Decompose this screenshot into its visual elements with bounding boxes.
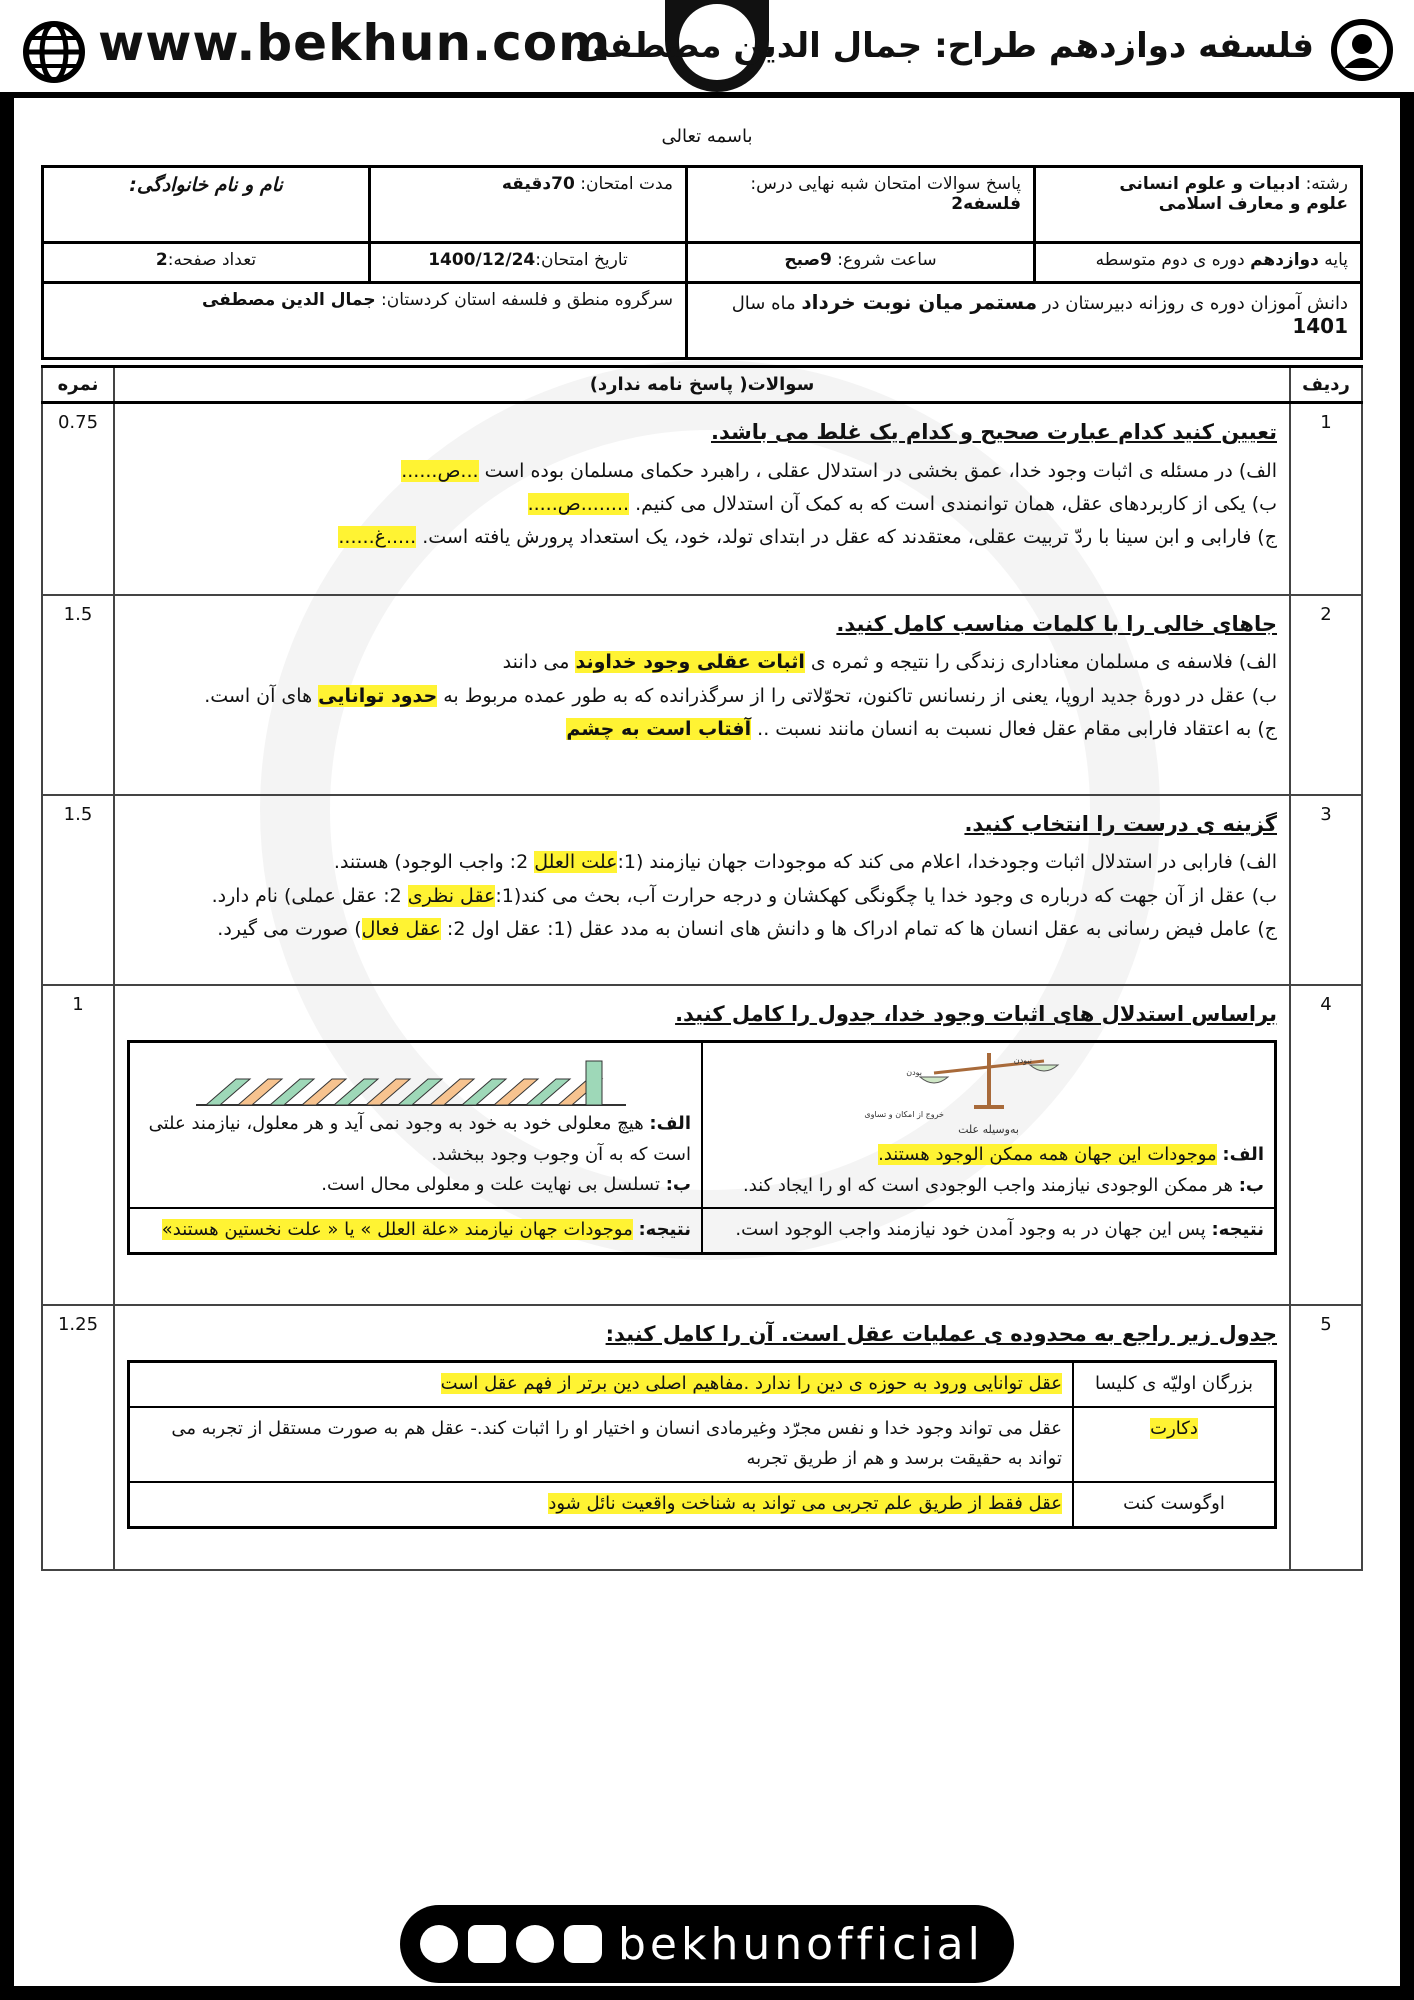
answer-cell: عقل فقط از طریق علم تجربی می تواند به شناخت واقعیت نائل شود [129,1482,1074,1527]
students-cell: دانش آموزان دوره ی روزانه دبیرستان در مستمر میان نوبت خرداد ماه سال 1401 [687,283,1362,359]
table-row [129,1362,1276,1407]
argument-left: الف: هیچ معلولی خود به خود به وجود نمی آید و هر معلول، نیازمند علتی است که به آن وجوب وجود ببخشد. ب: تسلسل بی نهایت علت و معلولی محال است. [129,1042,703,1208]
start-cell: ساعت شروع: 9صبح [687,243,1035,283]
telegram-icon[interactable] [516,1925,554,1963]
date-cell: تاریخ امتحان:1400/12/24 [370,243,687,283]
person-cell: اوگوست کنت [1073,1482,1276,1527]
question-score: 1.25 [42,1305,114,1570]
questions-table [41,365,1363,1571]
questions-header-row [42,367,1362,403]
question-title: جدول زیر راجع به محدوده ی عملیات عقل است. آن را کامل کنید: [605,1321,1277,1346]
question-row [42,403,1362,595]
answer-cell: عقل توانایی ورود به حوزه ی دین را ندارد .مفاهیم اصلی دین برتر از فهم عقل است [129,1362,1074,1407]
scale-caption-2: به‌وسیله علت [958,1123,1019,1137]
page-header [0,0,1414,98]
question-number: 4 [1290,985,1362,1305]
duration-cell: مدت امتحان: 70دقیقه [370,167,687,243]
group-cell: سرگروه منطق و فلسفه استان کردستان: جمال الدین مصطفی [43,283,687,359]
argument-left-result: نتیجه: موجودات جهان نیازمند «علة العلل » یا « علت نخستین هستند» [129,1208,703,1253]
pages-cell: تعداد صفحه:2 [43,243,370,283]
question-body: گزینه ی درست را انتخاب کنید. الف) فارابی در استدلال اثبات وجودخدا، اعلام می کند که موجودات جهان نیازمند (1:علت العلل 2: واجب الوجود) هستند. ب) عقل از آن جهت که درباره ی وجود خدا یا چگونگی کهکشان و درجه حرارت آب، بحث می کند(1:عقل نظری 2: عقل عملی) نام دارد. ج) عامل فیض رسانی به عقل انسان ها که تمام ادراک ها و دانش های انسان به مدد عقل (1: عقل اول 2: عقل فعال) صورت می گیرد. [114,795,1290,985]
scale-label-left: نبودن [1013,1056,1032,1066]
globe-icon [22,20,86,84]
question-number: 2 [1290,595,1362,795]
youtube-icon[interactable] [468,1925,506,1963]
bismillah: باسمه تعالی [661,126,753,147]
question-title: تعیین کنید کدام عبارت صحیح و کدام یک غلط می باشد. [711,420,1277,444]
film-reel-icon[interactable] [420,1925,458,1963]
question-body [114,1305,1290,1570]
argument-right-result: نتیجه: پس این جهان در به وجود آمدن خود نیازمند واجب الوجود است. [702,1208,1276,1253]
question-score: 1 [42,985,114,1305]
exam-title-cell: پاسخ سوالات امتحان شبه نهایی درس: فلسفه2 [687,167,1035,243]
score-header: نمره [42,367,114,403]
questions-header: سوالات( پاسخ نامه ندارد) [114,367,1290,403]
question-score: 1.5 [42,795,114,985]
question-score: 1.5 [42,595,114,795]
row-header: ردیف [1290,367,1362,403]
question-number: 5 [1290,1305,1362,1570]
scale-label-right: بودن [905,1068,922,1078]
question-title: گزینه ی درست را انتخاب کنید. [964,811,1277,836]
name-cell: نام و نام خانوادگی: [43,167,370,243]
person-cell: دکارت [1073,1407,1276,1482]
user-icon [1330,18,1394,82]
footer-social-bar [400,1905,1014,1983]
scale-illustration [863,1049,1064,1121]
table-row [129,1482,1276,1527]
question-row [42,985,1362,1305]
site-url[interactable]: www.bekhun.com [98,14,612,72]
question-title: جاهای خالی را با کلمات مناسب کامل کنید. [836,611,1277,636]
instagram-icon[interactable] [564,1925,602,1963]
question-row [42,1305,1362,1570]
domino-illustration [186,1049,646,1109]
question-body: تعیین کنید کدام عبارت صحیح و کدام یک غلط می باشد. الف) در مسئله ی اثبات وجود خدا، عمق بخشی در استدلال عقلی ، راهبرد حکمای مسلمان بوده است ...ص...... ب) یکی از کاربردهای عقل، همان توانمندی است که به کمک آن استدلال می کنیم. ........ص..... ج) فارابی و ابن سینا با ردّ تربیت عقلی، معتقدند که عقل در ابتدای تولد، خود، یک استعداد پرورش یافته است. .....غ...... [114,403,1290,595]
person-cell: بزرگان اولیّه ی کلیسا [1073,1362,1276,1407]
header-title: فلسفه دوازدهم طراح: جمال الدین مصطفی [575,26,1314,66]
question-score: 0.75 [42,403,114,595]
exam-info-table [41,165,1363,360]
question-row [42,795,1362,985]
reason-scope-table [127,1360,1277,1528]
question-row [42,595,1362,795]
question-title: براساس استدلال های اثبات وجود خدا، جدول را کامل کنید. [675,1001,1277,1026]
scale-caption: خروج از امکان و تساوی [863,1110,944,1120]
question-number: 1 [1290,403,1362,595]
question-body [114,985,1290,1305]
argument-table [127,1040,1277,1254]
grade-cell: پایه دوازدهم دوره ی دوم متوسطه [1035,243,1362,283]
question-body: جاهای خالی را با کلمات مناسب کامل کنید. الف) فلاسفه ی مسلمان معناداری زندگی را نتیجه و ثمره ی اثبات عقلی وجود خداوند می دانند ب) عقل در دورۀ جدید اروپا، یعنی از رنسانس تاکنون، تحوّلاتی را از سرگذرانده که به طور عمده مربوط به حدود توانایی های آن است. ج) به اعتقاد فارابی مقام عقل فعال نسبت به انسان مانند نسبت .. آفتاب است به چشم [114,595,1290,795]
table-row [129,1407,1276,1482]
question-number: 3 [1290,795,1362,985]
answer-cell: عقل می تواند وجود خدا و نفس مجرّد وغیرمادی انسان و اختیار او را اثبات کند.- عقل هم به صورت مستقل از تجربه می تواند به حقیقت برسد و هم از طریق تجربه [129,1407,1074,1482]
field-cell: رشته: ادبیات و علوم انسانی علوم و معارف اسلامی [1035,167,1362,243]
argument-right: نبودن بودن خروج از امکان و تساوی به‌وسیله علت الف: موجودات این جهان همه ممکن الوجود هستند. ب: هر ممکن الوجودی نیازمند واجب الوجودی است که او را ایجاد کند. [702,1042,1276,1208]
footer-handle[interactable]: bekhunofficial [618,1919,984,1970]
